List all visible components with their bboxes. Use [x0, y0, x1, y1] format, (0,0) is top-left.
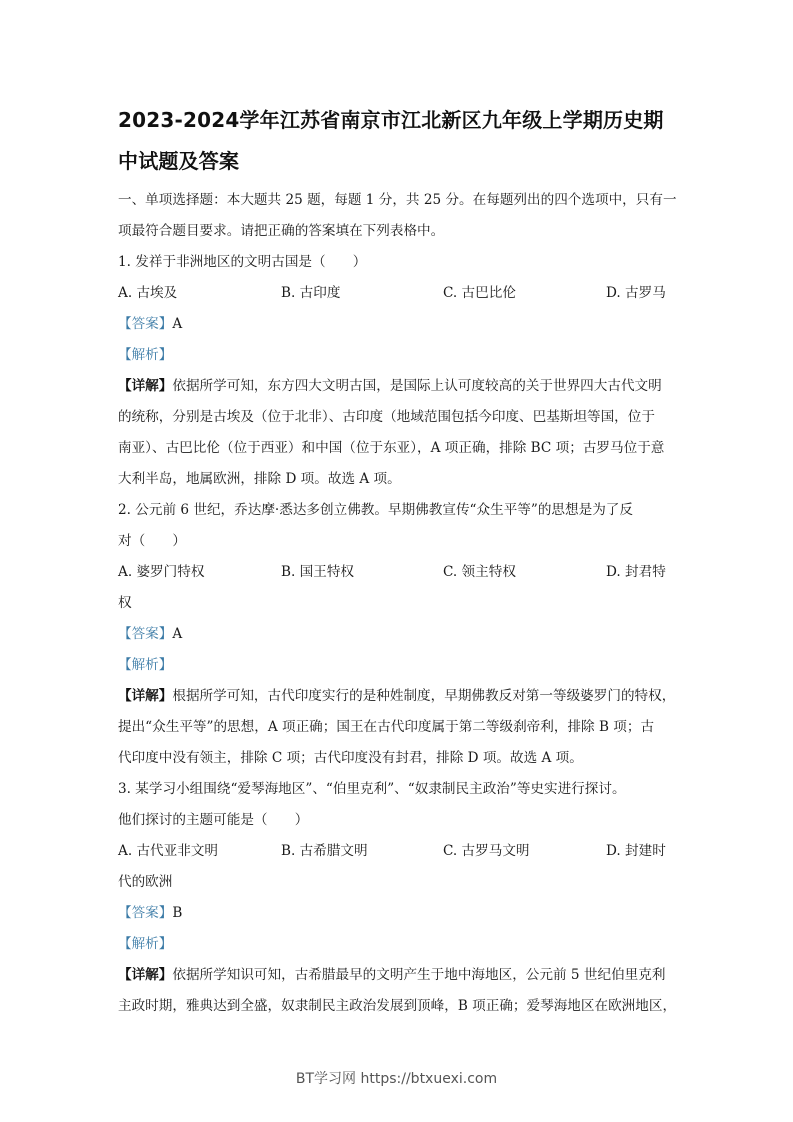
detail-text: 提出“众生平等”的思想，A 项正确；国王在古代印度属于第二等级刹帝利，排除 B 项；古 [118, 719, 655, 735]
option-b: B. 古希腊文明 [281, 843, 368, 859]
option-d: D. 古罗马 [606, 285, 666, 301]
option-c: C. 古巴比伦 [443, 285, 516, 301]
option-a: A. 古代亚非文明 [118, 843, 219, 859]
option-c: C. 领主特权 [443, 564, 516, 580]
option-a: A. 婆罗门特权 [118, 564, 205, 580]
detail-text: 依据所学知识可知，古希腊最早的文明产生于地中海地区，公元前 5 世纪伯里克利 [172, 967, 666, 983]
document-page [118, 100, 678, 1022]
answer-label: 【答案】 [118, 316, 173, 332]
analysis-line [118, 650, 678, 681]
analysis-label: 【解析】 [118, 657, 173, 673]
detail-text: 依据所学可知，东方四大文明古国，是国际上认可度较高的关于世界四大古代文明 [172, 378, 662, 394]
answer-line [118, 619, 678, 650]
option-d: D. 封君特 [606, 564, 666, 580]
option-b: B. 古印度 [281, 285, 341, 301]
option-row [118, 836, 678, 867]
answer-label: 【答案】 [118, 905, 173, 921]
detail-label: 【详解】 [118, 967, 173, 983]
option-row [118, 557, 678, 588]
option-a: A. 古埃及 [118, 285, 178, 301]
detail-text: 南亚）、古巴比伦（位于西亚）和中国（位于东亚），A 项正确，排除 BC 项；古罗马位于意 [118, 440, 665, 456]
option-c: C. 古罗马文明 [443, 843, 530, 859]
question-stem: 2. 公元前 6 世纪，乔达摩·悉达多创立佛教。早期佛教宣传“众生平等”的思想是为了反 [118, 502, 633, 518]
analysis-line [118, 929, 678, 960]
analysis-label: 【解析】 [118, 936, 173, 952]
section-intro-line-1: 一、单项选择题：本大题共 25 题，每题 1 分，共 25 分。在每题列出的四个选项中，只有一 [118, 192, 677, 208]
option-d-overflow: 代的欧洲 [118, 874, 173, 890]
section-intro-line-2: 项最符合题目要求。请把正确的答案填在下列表格中。 [118, 223, 445, 239]
question-stem: 对（ ） [118, 533, 186, 549]
detail-text: 代印度中没有领主，排除 C 项；古代印度没有封君，排除 D 项。故选 A 项。 [118, 750, 583, 766]
answer-value: A [172, 626, 183, 642]
detail-label: 【详解】 [118, 688, 173, 704]
analysis-label: 【解析】 [118, 347, 173, 363]
document-title [118, 100, 678, 182]
footer-watermark: BT学习网 https://btxuexi.com [295, 1071, 498, 1087]
title-line-1: 2023-2024学年江苏省南京市江北新区九年级上学期历史期 [118, 108, 664, 132]
question-stem: 1. 发祥于非洲地区的文明古国是（ ） [118, 254, 367, 270]
title-line-2: 中试题及答案 [118, 149, 240, 173]
detail-label: 【详解】 [118, 378, 173, 394]
option-d: D. 封建时 [606, 843, 666, 859]
question-2 [118, 495, 678, 774]
detail-block [118, 371, 678, 495]
question-3 [118, 774, 678, 1022]
detail-text: 的统称，分别是古埃及（位于北非）、古印度（地域范围包括今印度、巴基斯坦等国，位于 [118, 409, 655, 425]
option-d-overflow: 权 [118, 595, 132, 611]
detail-block [118, 960, 678, 1022]
detail-text: 主政时期，雅典达到全盛，奴隶制民主政治发展到顶峰，B 项正确；爱琴海地区在欧洲地区， [118, 998, 677, 1014]
question-stem: 他们探讨的主题可能是（ ） [118, 812, 309, 828]
detail-block [118, 681, 678, 774]
answer-line [118, 309, 678, 340]
answer-value: B [172, 905, 183, 921]
question-1 [118, 247, 678, 495]
option-row [118, 278, 678, 309]
answer-value: A [172, 316, 183, 332]
question-stem: 3. 某学习小组围绕“爱琴海地区”、“伯里克利”、“奴隶制民主政治”等史实进行探讨。 [118, 781, 626, 797]
answer-label: 【答案】 [118, 626, 173, 642]
option-b: B. 国王特权 [281, 564, 355, 580]
detail-text: 大利半岛，地属欧洲，排除 D 项。故选 A 项。 [118, 471, 401, 487]
detail-text: 根据所学可知，古代印度实行的是种姓制度，早期佛教反对第一等级婆罗门的特权， [172, 688, 676, 704]
answer-line [118, 898, 678, 929]
analysis-line [118, 340, 678, 371]
